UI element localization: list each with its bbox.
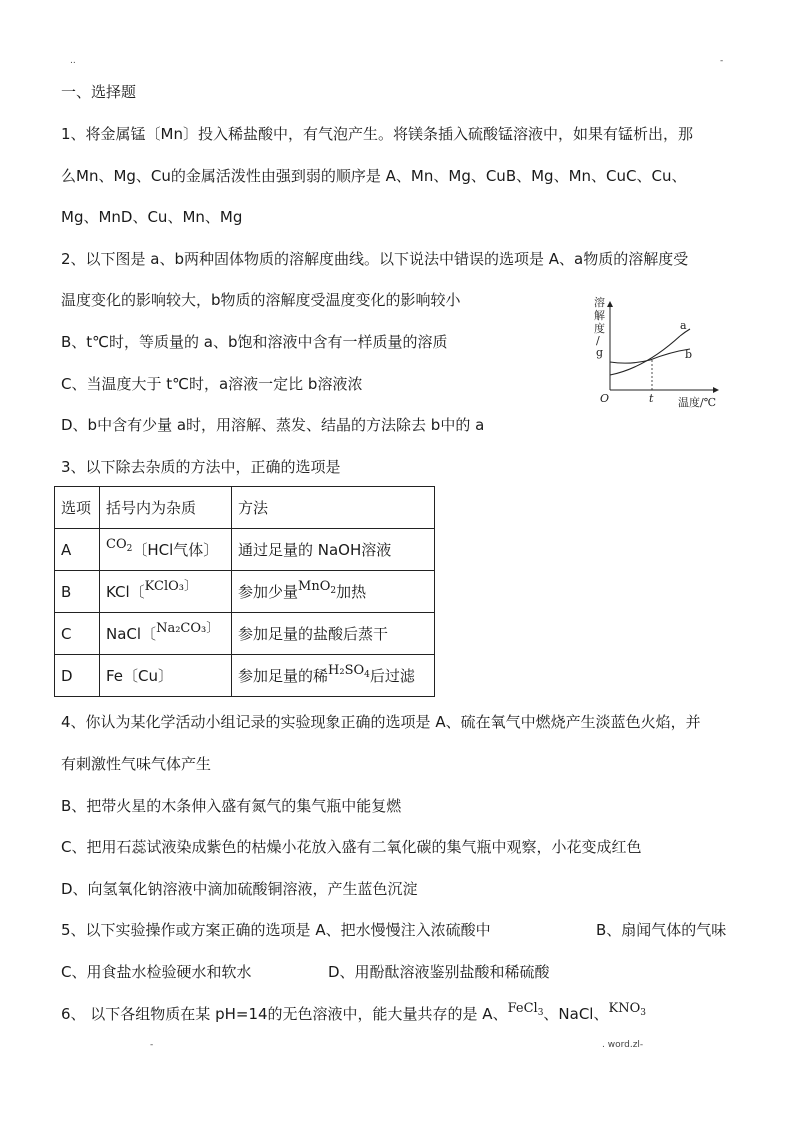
x-axis-label: 温度/℃: [678, 396, 717, 409]
q2-option-b: B、t℃时，等质量的 a、b饱和溶液中含有一样质量的溶质: [61, 333, 448, 351]
impurity-removal-table: [54, 486, 435, 697]
header-right-mark: -: [720, 56, 724, 66]
option-cell: A: [55, 529, 100, 571]
formula-text: $CO_2$: [106, 536, 133, 554]
table-header-cell: 括号内为杂质: [100, 487, 232, 529]
method-cell: 通过足量的 NaOH溶液: [232, 529, 435, 571]
section-title: 一、选择题: [61, 83, 137, 101]
solubility-curve-graph: [590, 292, 730, 414]
table-row: [55, 655, 435, 697]
table-row: [55, 529, 435, 571]
y-label-char: g: [596, 346, 604, 359]
method-cell: 参加足量的盐酸后蒸干: [232, 613, 435, 655]
table-header-row: [55, 487, 435, 529]
q4-option-b: B、把带火星的木条伸入盛有氮气的集气瓶中能复燃: [61, 797, 402, 815]
q6-line1: 6、 以下各组物质在某 pH=14的无色溶液中，能大量共存的是 A、FeCl$_3$、NaCl、$KNO_3$: [61, 1001, 646, 1023]
header-left-mark: ..: [70, 56, 76, 66]
q4-option-c: C、把用石蕊试液染成紫色的枯燥小花放入盛有二氧化碳的集气瓶中观察，小花变成红色: [61, 838, 642, 856]
q5-line1-a: 5、以下实验操作或方案正确的选项是 A、把水慢慢注入浓硫酸中: [61, 921, 491, 939]
q1-line2: 么Mn、Mg、Cu的金属活泼性由强到弱的顺序是 A、Mn、Mg、CuB、Mg、Mn、CuC、Cu、: [61, 167, 687, 185]
origin-label: O: [600, 392, 610, 405]
substance-cell: KCl〔KClO₃〕: [100, 571, 232, 613]
table-row: [55, 613, 435, 655]
curve-b: [610, 348, 693, 363]
substance-cell: $CO_2$〔HCl气体〕: [100, 529, 232, 571]
curve-a-label: a: [680, 319, 687, 332]
table-row: [55, 571, 435, 613]
formula-text: KClO₃〕: [144, 579, 198, 594]
q5-option-b: B、扇闻气体的气味: [596, 921, 727, 939]
q4-line1: 4、你认为某化学活动小组记录的实验现象正确的选项是 A、硫在氧气中燃烧产生淡蓝色火焰，并: [61, 713, 701, 731]
y-label-char: 度: [594, 322, 605, 335]
q3-stem: 3、以下除去杂质的方法中，正确的选项是: [61, 458, 341, 476]
curve-a: [610, 336, 680, 375]
formula-text: $H_2SO_4$: [328, 662, 370, 680]
q2-option-c: C、当温度大于 t℃时，a溶液一定比 b溶液浓: [61, 375, 363, 393]
formula-text: Na₂CO₃〕: [156, 621, 220, 636]
formula-kno3: $KNO_3$: [608, 1001, 646, 1018]
formula-text: MnO$_2$: [298, 578, 337, 596]
method-cell: 参加足量的稀$H_2SO_4$后过滤: [232, 655, 435, 697]
q5-option-d: D、用酚酞溶液鉴别盐酸和稀硫酸: [328, 963, 550, 981]
q1-line1: 1、将金属锰〔Mn〕投入稀盐酸中，有气泡产生。将镁条插入硫酸锰溶液中，如果有锰析出，那: [61, 125, 693, 143]
table-header-cell: 方法: [232, 487, 435, 529]
option-cell: D: [55, 655, 100, 697]
curve-b-label: b: [685, 348, 693, 361]
q2-option-d: D、b中含有少量 a时，用溶解、蒸发、结晶的方法除去 b中的 a: [61, 416, 485, 434]
y-label-char: 溶: [594, 296, 605, 309]
q1-line3: Mg、MnD、Cu、Mn、Mg: [61, 208, 243, 226]
q2-line2: 温度变化的影响较大，b物质的溶解度受温度变化的影响较小: [61, 291, 461, 309]
footer-left-mark: -: [150, 1040, 154, 1050]
y-label-char: /: [596, 334, 600, 347]
q2-line1: 2、以下图是 a、b两种固体物质的溶解度曲线。以下说法中错误的选项是 A、a物质的溶解度受: [61, 250, 689, 268]
method-cell: 参加少量MnO$_2$加热: [232, 571, 435, 613]
table-header-cell: 选项: [55, 487, 100, 529]
footer-right-mark: . word.zl-: [602, 1040, 644, 1050]
formula-fecl3: FeCl$_3$: [507, 1001, 544, 1018]
y-axis-label: [594, 295, 605, 359]
y-label-char: 解: [594, 309, 605, 322]
option-cell: C: [55, 613, 100, 655]
t-label: t: [649, 392, 654, 405]
substance-cell: NaCl〔Na₂CO₃〕: [100, 613, 232, 655]
q5-option-c: C、用食盐水检验硬水和软水: [61, 963, 252, 981]
substance-cell: Fe〔Cu〕: [100, 655, 232, 697]
q4-line2: 有刺激性气味气体产生: [61, 755, 212, 773]
option-cell: B: [55, 571, 100, 613]
q4-option-d: D、向氢氧化钠溶液中滴加硫酸铜溶液，产生蓝色沉淀: [61, 880, 418, 898]
